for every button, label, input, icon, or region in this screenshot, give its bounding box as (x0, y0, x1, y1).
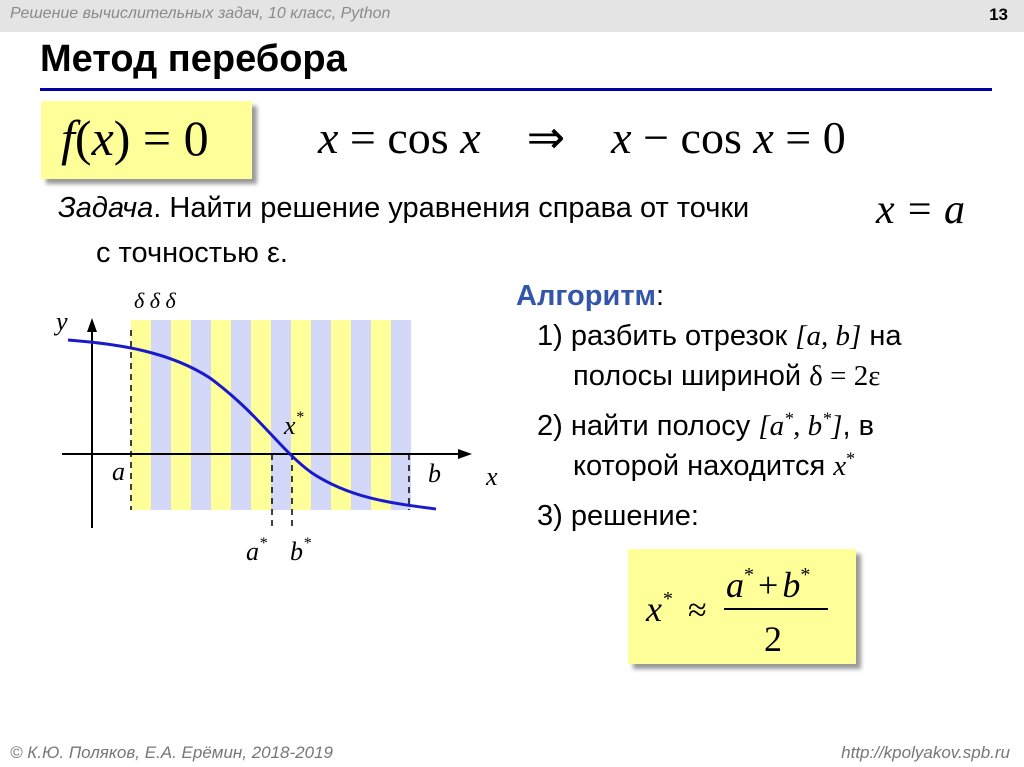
task-label: Задача (58, 192, 154, 224)
footer-authors: © К.Ю. Поляков, Е.А. Ерёмин, 2018-2019 (10, 743, 333, 762)
algorithm-step-1-line1: 1) разбить отрезок [a, b] на (537, 320, 902, 352)
strip (391, 320, 411, 510)
delta-labels: δ δ δ (134, 290, 176, 313)
task-point: x = a (876, 187, 965, 233)
strip (171, 320, 191, 510)
strip-group (131, 320, 411, 510)
x-axis-label: x (486, 462, 498, 491)
svg-text:a*+b*: a* + b* (726, 564, 811, 605)
equation-box (41, 101, 252, 179)
x-star-label: x* (284, 409, 304, 440)
strip (151, 320, 171, 510)
a-label: a (112, 457, 125, 486)
page-number: 13 (989, 5, 1008, 24)
title-underline (40, 88, 992, 91)
answer-formula (628, 549, 856, 664)
b-label: b (428, 459, 441, 488)
footer-url[interactable]: http://kpolyakov.spb.ru (841, 743, 1010, 762)
algorithm-step-2-line1: 2) найти полосу [a*, b*], в (537, 408, 874, 442)
svg-text:2: 2 (764, 619, 782, 659)
task-text-line2: с точностью ε. (96, 237, 288, 269)
svg-text:≈: ≈ (688, 592, 707, 629)
strip (191, 320, 211, 510)
x-axis-arrow (458, 449, 472, 459)
y-axis-label: y (56, 307, 68, 336)
slide-title: Метод перебора (40, 38, 347, 80)
equation-rewrite: x = cos x ⇒ x − cos x = 0 (318, 112, 846, 163)
svg-text:x*: x* (646, 588, 672, 629)
strip (351, 320, 371, 510)
strip (211, 320, 231, 510)
a-star-label: a* (246, 535, 267, 566)
task-text-line1: Задача. Найти решение уравнения справа от точки (58, 192, 750, 224)
answer-formula-box (628, 549, 856, 664)
b-star-label: b* (290, 535, 311, 566)
course-title: Решение вычислительных задач, 10 класс, Python (10, 5, 391, 22)
slide-header (0, 0, 1024, 32)
strip (231, 320, 251, 510)
strip (371, 320, 391, 510)
strip (331, 320, 351, 510)
algorithm-title: Алгоритм: (516, 280, 665, 312)
enumeration-graph (50, 290, 520, 590)
algorithm-step-1-line2: полосы шириной δ = 2ε (573, 360, 881, 392)
y-axis-arrow (87, 318, 97, 332)
equation-fx-zero: f(x) = 0 (61, 110, 209, 166)
algorithm-step-2-line2: которой находится x* (573, 448, 856, 482)
algorithm-step-3: 3) решение: (537, 500, 699, 532)
